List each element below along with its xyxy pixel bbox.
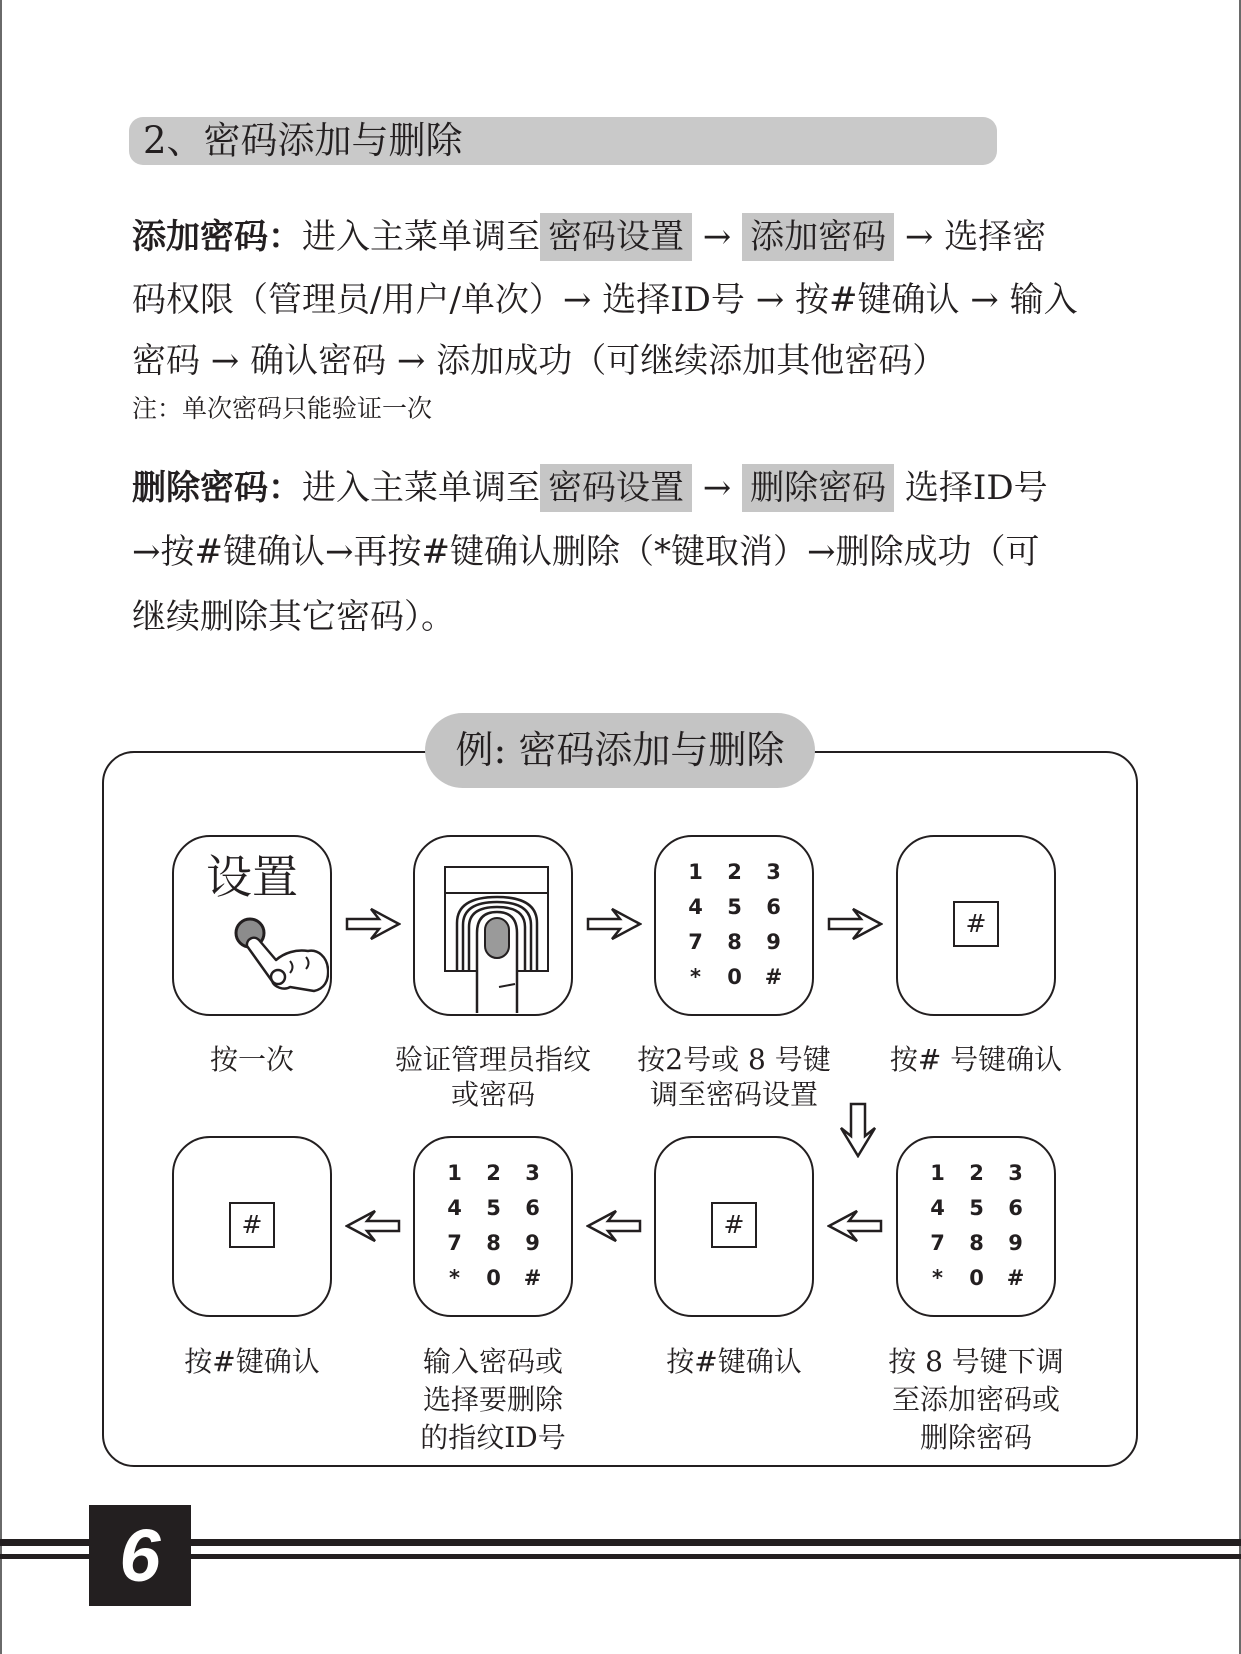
caption-line: 按#键确认 <box>184 1345 320 1378</box>
caption-line: 验证管理员指纹 <box>394 1043 591 1076</box>
step-caption <box>353 1343 633 1457</box>
step-caption <box>353 1042 633 1112</box>
caption-line: 或密码 <box>450 1078 535 1111</box>
keypad-key-4: 4 <box>930 1196 945 1220</box>
step-caption <box>836 1343 1116 1457</box>
step-tile-keypad <box>413 1136 573 1317</box>
keypad-key-3: 3 <box>525 1161 540 1185</box>
caption-line: 按 8 号键下调 <box>888 1345 1064 1378</box>
page-number: 6 <box>89 1505 191 1606</box>
arrow-right-icon <box>586 906 642 942</box>
keypad-key-9: 9 <box>525 1231 540 1255</box>
caption-line: 的指纹ID号 <box>420 1421 566 1454</box>
add-password-label: 添加密码： <box>132 217 302 257</box>
delete-password-label: 删除密码： <box>132 468 302 508</box>
keypad-key-8: 8 <box>727 930 742 954</box>
arrow-right-icon <box>345 906 401 942</box>
example-title: 例: 密码添加与删除 <box>425 713 815 788</box>
add-password-note: 注：单次密码只能验证一次 <box>132 394 433 423</box>
step-caption <box>836 1042 1116 1077</box>
menu-highlight-delete-password: 删除密码 <box>742 464 894 512</box>
keypad-key-hash: # <box>523 1266 542 1290</box>
keypad-key-3: 3 <box>1008 1161 1023 1185</box>
delete-password-line-1 <box>132 464 1048 512</box>
hash-key-icon: # <box>711 1202 757 1248</box>
flow-arrow-text: → <box>692 217 743 257</box>
arrow-right-icon <box>827 906 883 942</box>
keypad-key-3: 3 <box>766 860 781 884</box>
step-tile-keypad <box>896 1136 1056 1317</box>
hash-key-icon: # <box>229 1202 275 1248</box>
delete-password-lead: 进入主菜单调至 <box>302 468 540 508</box>
menu-highlight-add-password: 添加密码 <box>742 213 894 261</box>
section-title-bar <box>129 117 997 165</box>
keypad-key-0: 0 <box>727 965 742 989</box>
step-caption <box>112 1042 392 1077</box>
keypad-key-9: 9 <box>766 930 781 954</box>
keypad-key-hash: # <box>1006 1266 1025 1290</box>
caption-line: 至添加密码或 <box>891 1383 1060 1416</box>
page-edge-left <box>0 0 2 1654</box>
keypad-key-4: 4 <box>447 1196 462 1220</box>
add-password-line-1 <box>132 213 1046 261</box>
step-tile-keypad <box>654 835 814 1016</box>
fingerprint-sensor-icon <box>415 837 570 1013</box>
caption-line: 输入密码或 <box>422 1345 563 1378</box>
keypad-key-2: 2 <box>969 1161 984 1185</box>
keypad-key-7: 7 <box>447 1231 462 1255</box>
keypad-key-star: * <box>932 1266 943 1290</box>
keypad-key-7: 7 <box>688 930 703 954</box>
step-caption <box>594 1042 874 1112</box>
flow-arrow-text: → <box>692 468 743 508</box>
settings-button-press-icon <box>174 837 329 1013</box>
arrow-left-icon <box>586 1208 642 1244</box>
keypad-key-9: 9 <box>1008 1231 1023 1255</box>
keypad-key-0: 0 <box>969 1266 984 1290</box>
keypad-key-1: 1 <box>930 1161 945 1185</box>
add-password-line-3: 密码 → 确认密码 → 添加成功（可继续添加其他密码） <box>132 341 947 381</box>
step-caption <box>594 1343 874 1381</box>
step-tile-hash <box>654 1136 814 1317</box>
add-password-line-2: 码权限（管理员/用户/单次）→ 选择ID号 → 按#键确认 → 输入 <box>132 280 1078 320</box>
caption-line: 按#键确认 <box>666 1345 802 1378</box>
keypad-key-1: 1 <box>447 1161 462 1185</box>
keypad-icon <box>676 855 793 995</box>
keypad-key-6: 6 <box>766 895 781 919</box>
add-password-lead: 进入主菜单调至 <box>302 217 540 257</box>
step-tile-settings <box>172 835 332 1016</box>
keypad-key-5: 5 <box>969 1196 984 1220</box>
section-title: 2、密码添加与删除 <box>143 119 463 162</box>
keypad-key-7: 7 <box>930 1231 945 1255</box>
keypad-key-4: 4 <box>688 895 703 919</box>
keypad-key-hash: # <box>764 965 783 989</box>
keypad-icon <box>435 1156 552 1296</box>
arrow-left-icon <box>827 1208 883 1244</box>
caption-line: 选择要删除 <box>422 1383 563 1416</box>
keypad-key-6: 6 <box>525 1196 540 1220</box>
caption-line: 按# 号键确认 <box>889 1043 1063 1076</box>
delete-password-line-2: →按#键确认→再按#键确认删除（*键取消）→删除成功（可 <box>132 532 1040 572</box>
hash-key-icon: # <box>953 901 999 947</box>
keypad-key-8: 8 <box>486 1231 501 1255</box>
step-tile-fingerprint <box>413 835 573 1016</box>
keypad-key-5: 5 <box>727 895 742 919</box>
caption-line: 按一次 <box>209 1043 294 1076</box>
keypad-key-1: 1 <box>688 860 703 884</box>
keypad-key-2: 2 <box>727 860 742 884</box>
caption-line: 删除密码 <box>919 1421 1032 1454</box>
keypad-key-6: 6 <box>1008 1196 1023 1220</box>
delete-password-tail: 选择ID号 <box>894 468 1048 508</box>
caption-line: 按2号或 8 号键 <box>637 1043 831 1076</box>
keypad-key-2: 2 <box>486 1161 501 1185</box>
keypad-key-star: * <box>690 965 701 989</box>
keypad-icon <box>918 1156 1035 1296</box>
settings-key-label: 设置 <box>206 850 298 904</box>
keypad-key-star: * <box>449 1266 460 1290</box>
menu-highlight-password-settings: 密码设置 <box>540 213 692 261</box>
menu-highlight-password-settings: 密码设置 <box>540 464 692 512</box>
keypad-key-0: 0 <box>486 1266 501 1290</box>
step-tile-hash <box>172 1136 332 1317</box>
step-caption <box>112 1343 392 1381</box>
add-password-tail: → 选择密 <box>894 217 1047 257</box>
keypad-key-5: 5 <box>486 1196 501 1220</box>
caption-line: 调至密码设置 <box>649 1078 818 1111</box>
arrow-left-icon <box>345 1208 401 1244</box>
delete-password-line-3: 继续删除其它密码）。 <box>132 597 455 637</box>
keypad-key-8: 8 <box>969 1231 984 1255</box>
step-tile-hash <box>896 835 1056 1016</box>
